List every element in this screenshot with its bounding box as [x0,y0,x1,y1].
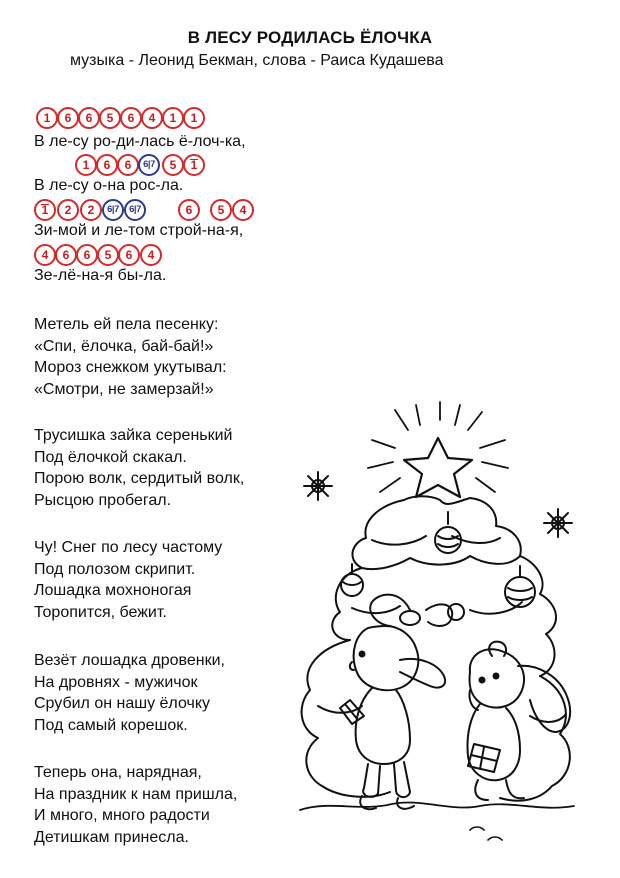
note-number-label: 1 [190,158,198,172]
note-number-label: 6 [83,248,91,262]
note-number-label: 1 [43,111,51,125]
verse-line: Порою волк, сердитый волк, [34,470,245,488]
note-number-label: 4 [147,248,155,262]
verse-line: Теперь она, нарядная, [34,764,202,781]
bunny-left [340,595,452,810]
note-number-label: 5 [217,203,225,217]
note-number-label: 1 [82,158,90,172]
verse-line: «Смотри, не замерзай!» [34,380,214,398]
note-number-label: 6|7 [129,204,141,215]
verse-line: Под полозом скрипит. [34,560,196,578]
snowflake-right [544,509,572,537]
song-credits: музыка - Леонид Бекман, слова - Раиса Кудашева [70,52,444,69]
note-number-label: 6 [125,248,133,262]
verse-line: «Спи, ёлочка, бай-бай!» [34,337,214,355]
tree-mid-tier [332,556,556,676]
snowflake-left [304,472,332,500]
ornament-3 [505,566,535,607]
verse-line: Мороз снежком укутывал: [34,359,227,377]
notated-lyric-line-1: В ле-су ро-ди-лась ё-лоч-ка, [34,133,246,150]
snow-dots [470,827,502,840]
verse-line: Трусишка зайка серенький [34,427,233,444]
note-number-label: 4 [239,203,247,217]
ornament-1 [435,512,461,553]
note-number-label: 1 [190,111,198,125]
verse-line: Лошадка мохноногая [34,582,192,600]
notated-lyric-line-3: Зи-мой и ле-том строй-на-я, [34,222,244,239]
note-number-label: 6|7 [143,159,155,170]
snow-ground [300,802,574,810]
note-number-label: 6 [103,158,111,172]
note-number-label: 6 [124,158,132,172]
verse-line: И много, много радости [34,807,210,825]
note-number-label: 5 [169,158,177,172]
notated-lyric-line-2: В ле-су о-на рос-ла. [34,177,184,194]
verse-line: Метель ей пела песенку: [34,316,219,333]
verse-line: Под самый корешок. [34,716,188,734]
star-rays [368,402,508,492]
verse-line: Везёт лошадка дровенки, [34,652,225,669]
verse-line: Рысцою пробегал. [34,491,172,509]
verse-line: На дровнях - мужичок [34,673,198,691]
note-number-label: 6|7 [107,204,119,215]
verse-line: Под ёлочкой скакал. [34,448,187,466]
notated-lyric-line-4: Зе-лё-на-я бы-ла. [34,267,167,284]
tree-lower-tier [302,640,570,801]
note-number-label: 6 [185,203,193,217]
verse-line: На праздник к нам пришла, [34,785,238,803]
verse-line: Детишкам принесла. [34,828,189,846]
note-number-label: 5 [106,111,114,125]
verse-line: Торопится, бежит. [34,603,167,621]
note-number-label: 5 [104,248,112,262]
note-number-label: 6 [64,111,72,125]
note-number-label: 1 [41,203,49,217]
note-number-label: 6 [85,111,93,125]
note-number-label: 2 [87,203,95,217]
note-number-label: 2 [64,203,72,217]
ornament-4 [448,604,464,620]
verse-line: Чу! Снег по лесу частому [34,539,223,556]
note-number-label: 1 [169,111,177,125]
verse-line: Срубил он нашу ёлочку [34,695,211,713]
note-number-label: 4 [148,111,156,125]
note-number-label: 4 [41,248,49,262]
note-number-label: 6 [127,111,135,125]
star [404,438,472,497]
note-number-label: 6 [62,248,70,262]
tree-snow-2 [318,602,566,722]
song-title: В ЛЕСУ РОДИЛАСЬ ЁЛОЧКА [187,28,433,47]
